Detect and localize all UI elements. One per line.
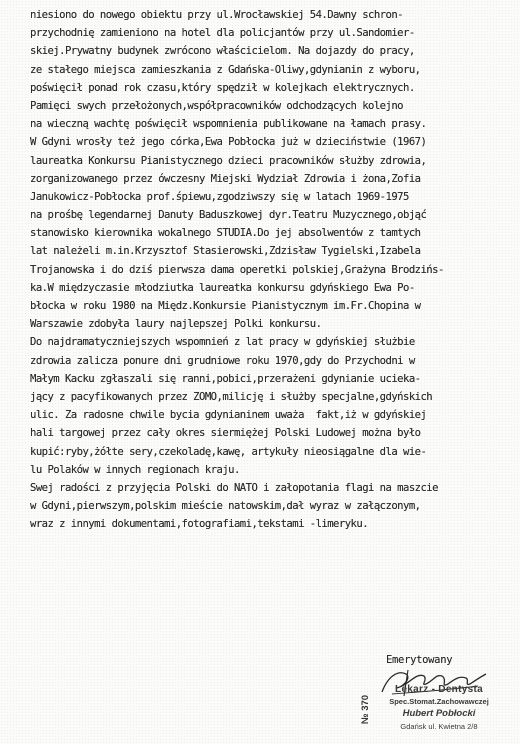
paragraph (30, 133, 500, 333)
text-line: kupić:ryby,żółte sery,czekoladę,kawę, artykuły nieosiągalne dla wie- (30, 445, 427, 458)
closing-word: Emerytowany (386, 654, 453, 666)
text-line: Małym Kacku zgłaszali się ranni,pobici,przerażeni gdynianie ucieka- (30, 372, 421, 385)
letter-body (30, 6, 500, 533)
stamp-name: Hubert Pobłocki (402, 708, 476, 719)
stamp-number: № 370 (360, 694, 371, 724)
text-line: wraz z innymi dokumentami,fotografiami,tekstami -limeryku. (30, 518, 369, 531)
text-line: W Gdyni wrosły też jego córka,Ewa Pobłocka już w dzieciństwie (1967) (30, 136, 427, 149)
text-line: laureatka Konkursu Pianistycznego dzieci pracowników służby zdrowia, (30, 154, 427, 167)
text-line: ka.W międzyczasie młodziutka laureatka konkursu gdyńskiego Ewa Po- (30, 281, 415, 294)
text-line: hali targowej przez cały okres siermiężej Polski Ludowej można było (30, 427, 421, 440)
text-line: błocka w roku 1980 na Międz.Konkursie Pianistycznym im.Fr.Chopina w (30, 300, 421, 312)
text-line: lu Polaków w innych regionach kraju. (30, 463, 240, 476)
text-line: zorganizowanego przez ówczesny Miejski Wydział Zdrowia i żona,Zofia (30, 172, 421, 185)
text-line: lat należeli m.in.Krzysztof Stasierowski,Zdzisław Tygielski,Izabela (30, 245, 421, 258)
text-line: Pamięci swych przełożonych,współpracowników odchodzących kolejno (30, 99, 403, 112)
doctor-stamp (364, 676, 514, 740)
text-line: na wieczną wachtę poświęcił wspomnienia publikowane na łamach prasy. (30, 118, 427, 131)
text-line: ulic. Za radosne chwile bycia gdynianinem uważa fakt,iż w gdyńskiej (30, 409, 427, 422)
stamp-specialty: Spec.Stomat.Zachowawczej (389, 697, 489, 706)
paragraph (30, 479, 500, 534)
text-line: skiej.Prywatny budynek zwrócono właścicielom. Na dojazdy do pracy, (30, 45, 415, 58)
text-line: zdrowia zalicza ponure dni grudniowe roku 1970,gdy do Przychodni w (30, 354, 415, 367)
text-line: przychodnię zamieniono na hotel dla policjantów przy ul.Sandomier- (30, 27, 415, 40)
text-line: Do najdramatyczniejszych wspomnień z lat pracy w gdyńskiej służbie (30, 336, 415, 349)
text-line: Swej radości z przyjęcia Polski do NATO i załopotania flagi na maszcie (30, 481, 438, 494)
stamp-title: Lekarz - Dentysta (395, 684, 483, 695)
text-line: Trojanowska i do dziś pierwsza dama operetki polskiej,Grażyna Brodzińs- (30, 263, 444, 276)
paragraph (30, 333, 500, 479)
stamp-address: Gdańsk ul. Kwietna 2/8 (400, 722, 478, 731)
text-line: ze stałego miejsca zamieszkania z Gdańska-Oliwy,gdynianin z wyboru, (30, 63, 421, 76)
text-line: Warszawie zdobyła laury najlepszej Polki konkursu. (30, 318, 322, 331)
text-line: stanowisko kierownika wokalnego STUDIA.Do jej absolwentów z tamtych (30, 227, 421, 240)
text-line: Janukowicz-Pobłocka prof.śpiewu,zgodziwszy się w latach 1969-1975 (30, 190, 409, 203)
text-line: jący z pacyfikowanych przez ZOMO,milicję i służby specjalne,gdyńskich (30, 390, 433, 403)
text-line: w Gdyni,pierwszym,polskim mieście natowskim,dał wyraz w załączonym, (30, 500, 421, 513)
text-line: na prośbę legendarnej Danuty Baduszkowej dyr.Teatru Muzycznego,objąć (30, 209, 427, 222)
text-line: poświęcił ponad rok czasu,który spędził w kolejkach elektrycznych. (30, 81, 415, 94)
text-line: niesiono do nowego obiektu przy ul.Wrocławskiej 54.Dawny schron- (30, 9, 403, 21)
paragraph (30, 6, 500, 133)
